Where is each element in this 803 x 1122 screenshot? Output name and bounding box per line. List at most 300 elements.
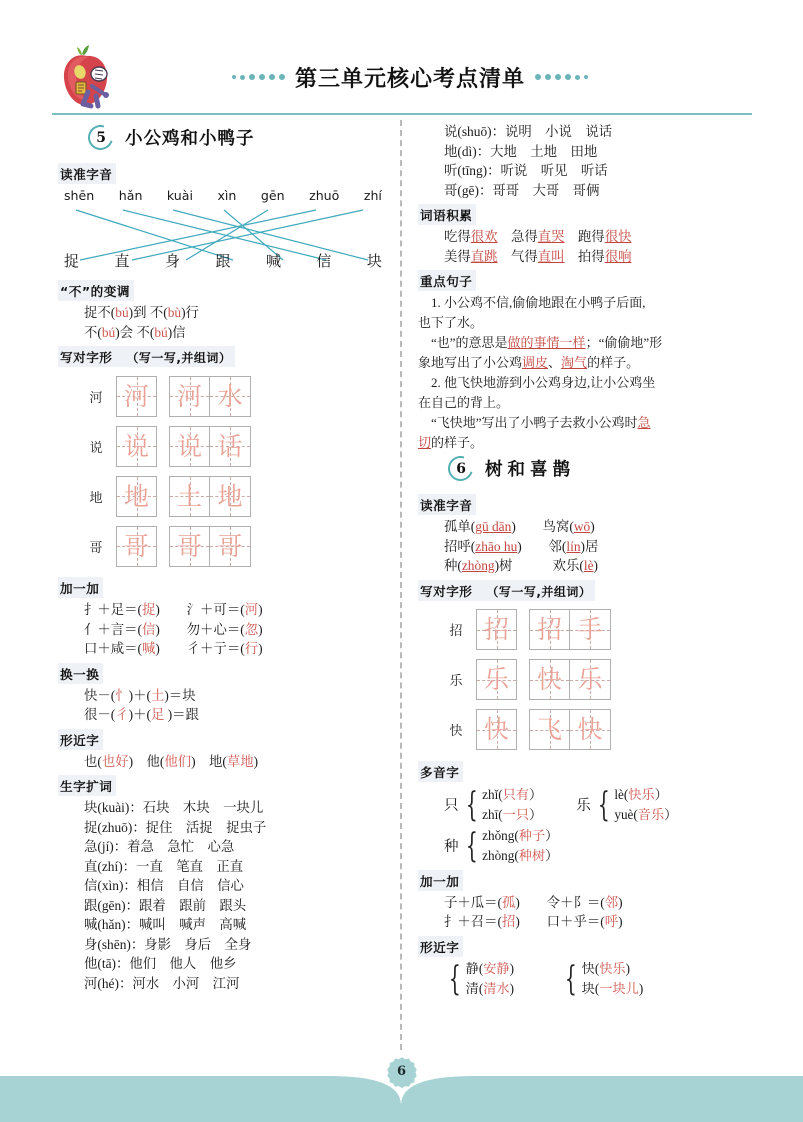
practice-cell[interactable]: 哥 — [210, 526, 251, 567]
text-segment: bú — [154, 324, 168, 340]
practice-cell[interactable]: 河 — [116, 376, 157, 417]
text-segment: 招 — [502, 914, 516, 929]
text-segment: 淘气 — [561, 355, 588, 370]
text-segment: 足 — [150, 707, 165, 722]
text-segment: ) — [515, 914, 520, 929]
section-write-heading: 写对字形 （写一写,并组词） — [418, 580, 595, 601]
text-segment: 象地写出了小公鸡 — [418, 355, 523, 370]
text-segment: 的样子。 — [431, 435, 484, 450]
brace-item — [582, 979, 644, 999]
write-grid-row — [76, 373, 388, 419]
write-grid-lesson6[interactable] — [436, 607, 748, 753]
hanzi-token[interactable]: 信 — [316, 254, 332, 270]
text-segment: 清水 — [483, 980, 510, 996]
text-segment: 他们 — [164, 753, 192, 769]
grid-lead-char: 招 — [449, 623, 463, 638]
text-segment: bú — [115, 305, 129, 320]
practice-cell[interactable]: 招 — [476, 609, 517, 650]
text-segment: 调皮 — [522, 355, 549, 370]
text-segment: 快( — [581, 960, 600, 976]
text-segment: 只有 — [502, 786, 530, 802]
text-segment: ) — [509, 980, 515, 996]
content-line — [444, 556, 748, 576]
text-segment: “也”的意思是 — [418, 335, 508, 350]
vocabulary-line: 听(tīng)：听说 听见 听话 — [444, 163, 608, 178]
text-segment: ) — [638, 980, 644, 996]
vocabulary-line: 急(jí)：着急 急忙 心急 — [84, 839, 235, 854]
text-segment: )＋( — [128, 687, 151, 703]
text-segment: 子＋瓜＝( — [444, 894, 503, 910]
lesson-5-title — [88, 122, 388, 152]
header-divider — [52, 113, 752, 115]
write-grid-row — [436, 707, 748, 753]
text-segment: 种树 — [518, 847, 546, 863]
page-footer — [0, 1052, 803, 1122]
text-segment: ） — [529, 786, 543, 802]
page-header — [0, 0, 803, 112]
text-segment: 草地 — [226, 753, 254, 769]
practice-cell[interactable]: 说 — [116, 426, 157, 467]
practice-cell[interactable]: 地 — [116, 476, 157, 517]
vocabulary-line: 河(hé)：河水 小河 江河 — [84, 975, 240, 991]
text-segment: 勿＋心＝( — [159, 621, 245, 637]
practice-cell-pair[interactable] — [529, 609, 611, 650]
lesson-number-badge: 5 — [84, 120, 118, 154]
text-segment: 河 — [244, 602, 259, 617]
text-segment: 块( — [581, 980, 600, 996]
right-column — [418, 122, 748, 999]
text-segment: 1. 小公鸡不信,偷偷地跟在小鸭子后面, — [418, 295, 646, 310]
text-segment: )到 — [128, 305, 147, 320]
content-line — [444, 537, 748, 557]
vocabulary-line: 哥(gē)：哥哥 大哥 哥俩 — [444, 182, 600, 198]
text-segment: 忄 — [115, 687, 129, 703]
text-segment: ) — [618, 914, 623, 929]
column-divider — [400, 120, 402, 1050]
text-segment: 急 — [637, 415, 651, 430]
polyphone-group — [560, 959, 643, 999]
text-segment: 喊 — [142, 641, 156, 656]
section-vocab-heading: 生字扩词 — [58, 775, 116, 796]
hanzi-token[interactable]: 跟 — [215, 254, 231, 270]
hanzi-token[interactable]: 块 — [366, 254, 382, 270]
left-column — [58, 122, 388, 993]
text-segment: )居 — [580, 538, 599, 554]
text-segment: lè — [583, 558, 594, 573]
content-line — [84, 303, 388, 323]
brace-icon: { — [597, 784, 610, 825]
vocabulary-line: 捉(zhuō)：捉住 活捉 捉虫子 — [84, 819, 267, 835]
practice-cell-pair[interactable] — [529, 709, 611, 750]
text-segment: 口＋乎＝( — [519, 914, 605, 929]
content-line — [84, 600, 388, 620]
sentence-line — [418, 293, 748, 313]
content-line — [444, 227, 748, 247]
content-line — [84, 705, 388, 725]
text-segment: ) — [155, 641, 160, 656]
practice-cell[interactable]: 水 — [210, 376, 251, 417]
practice-cell[interactable]: 河 — [169, 376, 210, 417]
text-segment: 土 — [150, 687, 165, 703]
text-segment: 捉 — [142, 602, 156, 617]
text-segment: 安静 — [483, 960, 510, 976]
write-grid-row — [436, 657, 748, 703]
text-segment: ；“偷偷地”形 — [585, 335, 663, 350]
text-segment: 一只 — [502, 806, 530, 822]
write-grid-row — [76, 473, 388, 519]
text-segment: 孤单( — [444, 519, 476, 534]
brace-icon: { — [465, 784, 478, 825]
vocabulary-line: 说(shuō)：说明 小说 说话 — [444, 124, 613, 139]
content-line — [84, 620, 388, 640]
content-line — [84, 752, 388, 772]
text-segment: “飞快地”写出了小鸭子去救小公鸡时 — [418, 415, 638, 430]
pinyin-token[interactable]: gēn — [260, 188, 285, 203]
polyphone-group — [444, 959, 514, 999]
grid-lead-char: 地 — [89, 489, 103, 505]
text-segment: yuè( — [614, 806, 638, 822]
text-segment: 拍得 — [564, 248, 605, 264]
text-segment: ) — [515, 894, 520, 910]
brace-item — [482, 826, 558, 846]
section-similar-heading: 形近字 — [58, 729, 103, 750]
write-grid-row — [76, 523, 388, 569]
text-segment: lè( — [614, 786, 629, 802]
content-line — [84, 686, 388, 706]
pinyin-token[interactable]: zhí — [363, 188, 382, 203]
text-segment: 音乐 — [637, 806, 665, 822]
grid-lead-char: 河 — [89, 389, 103, 405]
practice-cell[interactable]: 乐 — [570, 659, 611, 700]
text-segment: ) — [509, 960, 515, 976]
pinyin-token[interactable]: kuài — [166, 188, 194, 203]
text-segment: 欢乐( — [512, 558, 584, 573]
text-segment: ) — [258, 602, 263, 617]
text-segment: 很响 — [604, 248, 632, 264]
text-segment: 快－( — [84, 687, 116, 703]
brace-items — [482, 826, 558, 866]
text-segment: 行 — [244, 641, 259, 656]
practice-cell[interactable]: 手 — [570, 609, 611, 650]
section-write-heading: 写对字形 （写一写,并组词） — [58, 346, 235, 367]
practice-cell[interactable]: 土 — [169, 476, 210, 517]
text-segment: gū dān — [475, 519, 512, 534]
pinyin-row — [58, 188, 388, 203]
text-segment: 不( — [84, 324, 102, 340]
text-segment: ） — [654, 786, 668, 802]
content-line — [444, 893, 748, 913]
pinyin-token[interactable]: zhuō — [309, 188, 340, 203]
practice-cell[interactable]: 地 — [210, 476, 251, 517]
text-segment: 2. 他飞快地游到小公鸡身边,让小公鸡坐 — [418, 375, 656, 390]
hanzi-token[interactable]: 捉 — [64, 254, 80, 270]
key-sentence-lines — [418, 293, 748, 453]
lesson-name: 小公鸡和小鸭子 — [125, 128, 255, 149]
text-segment: 种( — [444, 558, 462, 573]
text-segment: 孤 — [502, 894, 516, 910]
text-segment: ） — [529, 806, 543, 822]
text-segment: 快乐 — [628, 786, 655, 802]
sentence-line — [418, 393, 748, 413]
text-segment: 气得 — [497, 248, 538, 264]
text-segment: ) — [253, 753, 259, 769]
lesson-name: 树和喜鹊 — [485, 459, 575, 480]
text-segment: ) — [517, 538, 522, 554]
text-segment: 急得 — [497, 229, 538, 244]
text-segment: 种子 — [518, 827, 546, 843]
hanzi-row — [58, 250, 388, 271]
text-segment: bù — [167, 305, 182, 320]
text-segment: 直哭 — [537, 229, 565, 244]
pinyin-pair-lines — [418, 517, 748, 576]
brace-item — [466, 979, 514, 999]
brace-item — [482, 846, 558, 866]
text-segment: 清( — [465, 980, 484, 996]
vocabulary-line: 块(kuài)：石块 木块 一块儿 — [84, 800, 264, 815]
bu-tone-lines — [58, 303, 388, 342]
text-segment: )＝块 — [164, 687, 196, 703]
vocabulary-lines-continued — [418, 122, 748, 200]
text-segment: ) 他( — [128, 753, 165, 769]
pinyin-matching-exercise[interactable] — [58, 188, 388, 274]
practice-cell[interactable]: 说 — [169, 426, 210, 467]
polyphone-group — [444, 826, 558, 866]
text-segment: ) — [511, 519, 516, 534]
practice-cell-pair[interactable] — [169, 476, 251, 517]
text-segment: 快乐 — [599, 960, 626, 976]
similar-character-lines — [58, 752, 388, 772]
text-segment: 很－( — [84, 707, 116, 722]
text-segment: 很欢 — [470, 229, 498, 244]
sentence-line — [418, 353, 748, 373]
text-segment: 口＋咸＝( — [84, 641, 143, 656]
practice-cell-pair[interactable] — [169, 426, 251, 467]
content-line — [84, 323, 388, 343]
apple-mascot-icon — [52, 44, 126, 118]
text-segment: )会 — [115, 324, 134, 340]
spacer — [542, 785, 576, 825]
text-segment: zhòng( — [482, 847, 519, 863]
brace-item — [614, 805, 677, 825]
text-segment: 很快 — [604, 229, 632, 244]
practice-cell[interactable]: 飞 — [529, 709, 570, 750]
polyphone-groups — [418, 785, 748, 866]
brace-items — [466, 959, 514, 999]
text-segment: 做的事情一样 — [507, 335, 586, 350]
text-segment: ） — [664, 806, 678, 822]
text-segment: 、 — [548, 355, 562, 370]
section-swap-heading: 换一换 — [58, 663, 103, 684]
text-segment: 邻( — [521, 538, 567, 554]
practice-cell-pair[interactable] — [169, 376, 251, 417]
text-segment: 的样子。 — [587, 355, 640, 370]
text-segment: ) — [258, 641, 263, 656]
pinyin-token[interactable]: hǎn — [118, 188, 143, 203]
text-segment: ) — [155, 602, 160, 617]
text-segment: zhī( — [482, 806, 503, 822]
brace-item — [482, 805, 542, 825]
text-segment: 直叫 — [537, 248, 565, 264]
text-segment: bú — [101, 324, 116, 340]
polyphone-char: 种 — [444, 839, 459, 855]
text-segment: 跑得 — [564, 229, 605, 244]
text-segment: 在自己的背上。 — [418, 395, 510, 410]
vocabulary-line: 信(xìn)：相信 自信 信心 — [84, 878, 244, 893]
practice-cell-pair[interactable] — [529, 659, 611, 700]
sentence-line — [418, 433, 748, 453]
text-segment: 一块儿 — [599, 980, 639, 996]
practice-cell[interactable]: 话 — [210, 426, 251, 467]
text-segment: ) 地( — [191, 753, 227, 769]
write-grid-lesson5[interactable] — [76, 373, 388, 569]
polyphone-group — [444, 785, 542, 825]
grid-lead-char: 快 — [449, 723, 463, 738]
text-segment: )树 — [494, 558, 513, 573]
text-segment: 捉不( — [84, 305, 116, 320]
lesson-number-badge: 6 — [444, 451, 478, 485]
brace-item — [482, 785, 542, 805]
brace-items — [482, 785, 542, 825]
text-segment: zhǐ( — [482, 786, 503, 802]
text-segment: wō — [573, 519, 591, 534]
content-line — [444, 517, 748, 537]
hanzi-token[interactable]: 喊 — [265, 254, 281, 270]
text-segment: 亻＋言＝( — [84, 621, 143, 637]
text-segment: ) — [625, 960, 631, 976]
text-segment: 也( — [84, 753, 102, 769]
text-segment: ） — [545, 847, 559, 863]
text-segment: 直跳 — [470, 248, 498, 264]
text-segment: 呼 — [604, 914, 619, 929]
vocabulary-line: 身(shēn)：身影 身后 全身 — [84, 936, 252, 952]
section-duoyin-heading: 多音字 — [418, 761, 463, 782]
polyphone-group — [576, 785, 677, 825]
page-number: 6 — [396, 1064, 407, 1079]
text-segment: )＋( — [128, 707, 151, 722]
section-bu-tone-heading: “不”的变调 — [58, 280, 134, 301]
sentence-line — [418, 313, 748, 333]
text-segment: ） — [545, 827, 559, 843]
section-ciyu-heading: 词语积累 — [418, 204, 476, 225]
grid-lead-char: 说 — [89, 439, 103, 455]
content-line — [84, 639, 388, 659]
vocabulary-line: 地(dì)：大地 土地 田地 — [444, 143, 598, 159]
vocabulary-line: 他(tā)：他们 他人 他乡 — [84, 956, 237, 971]
brace-item — [582, 959, 644, 979]
lesson-6-title — [448, 453, 748, 483]
brace-icon: { — [448, 958, 461, 999]
practice-cell[interactable]: 哥 — [116, 526, 157, 567]
sentence-line — [418, 373, 748, 393]
text-segment: ) — [618, 894, 623, 910]
text-segment: ) — [593, 558, 599, 573]
practice-cell[interactable]: 快 — [476, 709, 517, 750]
text-segment: 彳＋亍＝( — [159, 641, 245, 656]
brace-icon: { — [564, 958, 577, 999]
dots-left-icon — [232, 74, 285, 80]
add-component-lines — [418, 893, 748, 932]
content-line — [444, 247, 748, 267]
text-segment: zhǒng( — [482, 827, 519, 843]
hanzi-token[interactable]: 身 — [164, 254, 180, 270]
section-pinyin-heading: 读准字音 — [418, 494, 476, 515]
pinyin-token[interactable]: shēn — [64, 188, 95, 203]
hanzi-token[interactable]: 直 — [114, 254, 130, 270]
text-segment: 忽 — [244, 621, 259, 637]
vocabulary-lines — [58, 798, 388, 993]
vocabulary-line: 喊(hǎn)：喊叫 喊声 高喊 — [84, 917, 247, 932]
sentence-line — [418, 333, 748, 353]
text-segment: ) — [258, 621, 263, 637]
section-sentence-heading: 重点句子 — [418, 270, 476, 291]
brace-item — [466, 959, 514, 979]
brace-items — [582, 959, 644, 999]
write-grid-row — [436, 607, 748, 653]
section-similar-heading: 形近字 — [418, 936, 463, 957]
text-segment: 不( — [133, 324, 155, 340]
grid-lead-char: 哥 — [89, 539, 103, 555]
text-segment: 邻 — [604, 894, 619, 910]
text-segment: )信 — [167, 324, 186, 340]
polyphone-row — [444, 785, 748, 825]
practice-cell[interactable]: 哥 — [169, 526, 210, 567]
practice-cell[interactable]: 招 — [529, 609, 570, 650]
text-segment: ) — [155, 621, 160, 637]
text-segment: 扌＋召＝( — [444, 914, 503, 929]
similar-character-groups — [444, 959, 748, 999]
text-segment: 切 — [418, 435, 432, 450]
word-accumulation-lines — [418, 227, 748, 266]
text-segment: )行 — [181, 305, 199, 320]
text-segment: 彳 — [115, 707, 129, 722]
brace-item — [614, 785, 677, 805]
text-segment: 不( — [146, 305, 168, 320]
section-add-heading: 加一加 — [418, 870, 463, 891]
text-segment: lín — [566, 538, 581, 554]
text-segment: 也下了水。 — [418, 315, 484, 330]
polyphone-char: 乐 — [576, 798, 591, 814]
add-component-lines — [58, 600, 388, 659]
brace-icon: { — [465, 825, 478, 866]
grid-lead-char: 乐 — [449, 673, 463, 688]
text-segment: 扌＋足＝( — [84, 602, 143, 617]
text-segment: 也好 — [101, 753, 129, 769]
swap-component-lines — [58, 686, 388, 725]
brace-items — [614, 785, 677, 825]
content-line — [444, 912, 748, 932]
text-segment: 静( — [465, 960, 484, 976]
text-segment: 鸟窝( — [515, 519, 574, 534]
text-segment: 招呼( — [444, 538, 476, 554]
text-segment: zhāo hu — [475, 538, 518, 554]
section-pinyin-heading: 读准字音 — [58, 163, 116, 184]
practice-cell[interactable]: 快 — [529, 659, 570, 700]
text-segment: 令＋阝＝( — [519, 894, 605, 910]
sentence-line — [418, 413, 748, 433]
practice-cell-pair[interactable] — [169, 526, 251, 567]
text-segment: zhòng — [461, 558, 495, 573]
text-segment: 信 — [142, 621, 156, 637]
text-segment: 美得 — [444, 248, 471, 264]
practice-cell[interactable]: 快 — [570, 709, 611, 750]
pinyin-token[interactable]: xìn — [217, 188, 237, 203]
polyphone-char: 只 — [444, 798, 459, 814]
vocabulary-line: 跟(gēn)：跟着 跟前 跟头 — [84, 897, 247, 913]
section-add-heading: 加一加 — [58, 577, 103, 598]
text-segment: 氵＋可＝( — [159, 602, 245, 617]
page-title: 第三单元核心考点清单 — [294, 65, 525, 92]
practice-cell[interactable]: 乐 — [476, 659, 517, 700]
